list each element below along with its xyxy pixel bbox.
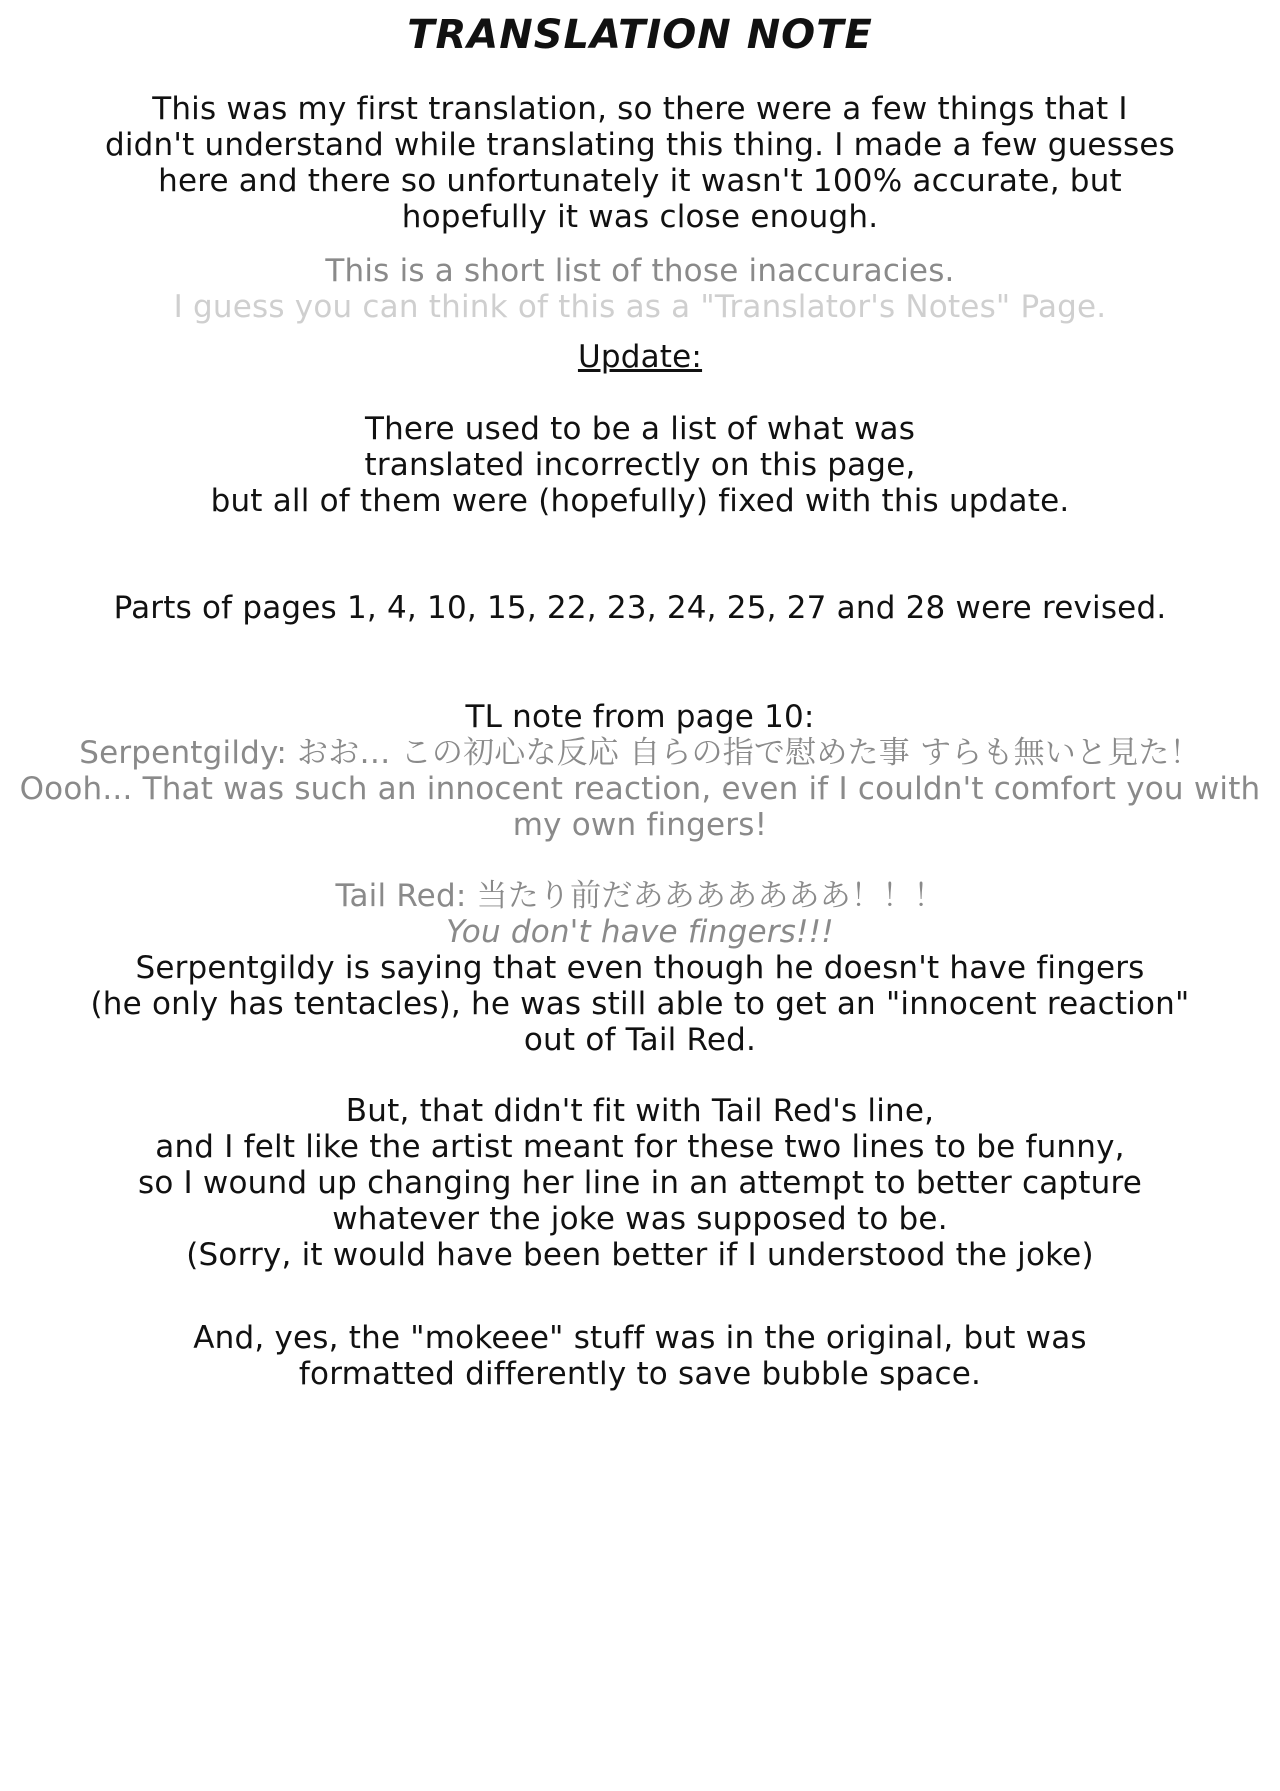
- update-line: but all of them were (hopefully) fixed with this update.: [210, 483, 1070, 519]
- update-line: translated incorrectly on this page,: [364, 447, 916, 483]
- tail-red-english-line: You don't have fingers!!!: [446, 914, 834, 950]
- intro-line: hopefully it was close enough.: [401, 199, 879, 235]
- tl-note-heading: TL note from page 10:: [465, 699, 815, 735]
- explanation-line: and I felt like the artist meant for these two lines to be funny,: [155, 1129, 1125, 1165]
- explanation-line: whatever the joke was supposed to be.: [332, 1201, 948, 1237]
- intro-line: here and there so unfortunately it wasn't 100% accurate, but: [158, 163, 1122, 199]
- intro-line: This was my first translation, so there were a few things that I: [152, 91, 1128, 127]
- serpentgildy-english-line: my own fingers!: [512, 807, 768, 843]
- explanation-line: (Sorry, it would have been better if I understood the joke): [186, 1237, 1094, 1273]
- old-notice-line: This is a short list of those inaccuracies.: [325, 253, 955, 289]
- serpentgildy-english-line: Oooh... That was such an innocent reaction, even if I couldn't comfort you with: [19, 771, 1261, 807]
- explanation-line: But, that didn't fit with Tail Red's line,: [345, 1093, 935, 1129]
- revised-pages-line: Parts of pages 1, 4, 10, 15, 22, 23, 24, 25, 27 and 28 were revised.: [113, 590, 1167, 626]
- old-notice-line: I guess you can think of this as a "Translator's Notes" Page.: [173, 289, 1107, 325]
- mokeee-line: And, yes, the "mokeee" stuff was in the original, but was: [193, 1320, 1087, 1356]
- page-title: TRANSLATION NOTE: [407, 12, 873, 58]
- intro-line: didn't understand while translating this thing. I made a few guesses: [104, 127, 1176, 163]
- update-line: There used to be a list of what was: [364, 411, 916, 447]
- update-heading: Update:: [577, 339, 703, 375]
- serpentgildy-japanese-line: Serpentgildy: おお… この初心な反応 自らの指で慰めた事 すらも無いと見た！: [79, 735, 1201, 771]
- explanation-line: out of Tail Red.: [523, 1022, 757, 1058]
- explanation-line: Serpentgildy is saying that even though he doesn't have fingers: [135, 950, 1145, 986]
- explanation-line: so I wound up changing her line in an attempt to better capture: [137, 1165, 1143, 1201]
- explanation-line: (he only has tentacles), he was still able to get an "innocent reaction": [90, 986, 1190, 1022]
- mokeee-line: formatted differently to save bubble space.: [298, 1356, 982, 1392]
- tail-red-japanese-line: Tail Red: 当たり前だあああああああ！！！: [335, 878, 945, 914]
